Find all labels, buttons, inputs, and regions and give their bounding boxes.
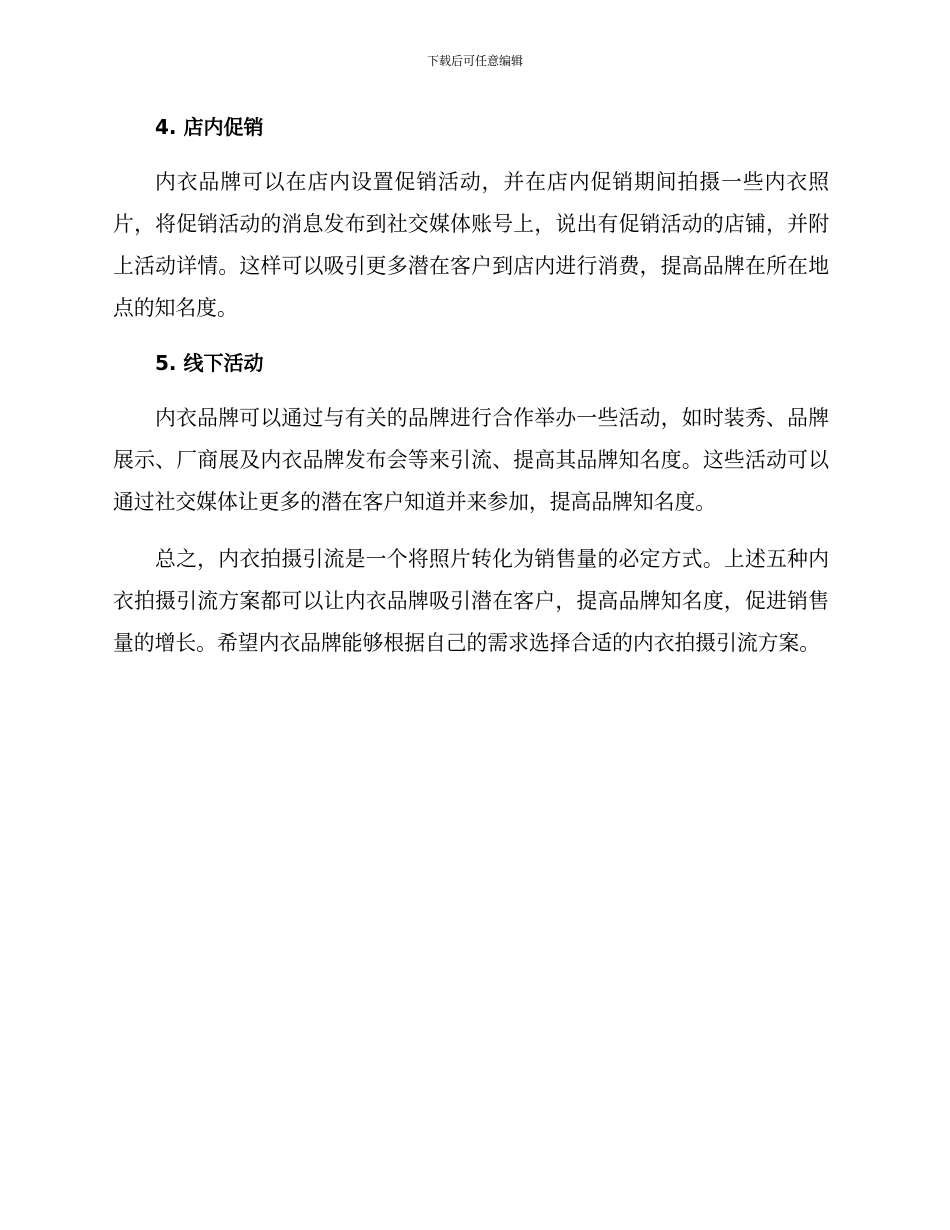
conclusion-paragraph: 总之，内衣拍摄引流是一个将照片转化为销售量的必定方式。上述五种内衣拍摄引流方案都可以让内衣品牌吸引潜在客户，提高品牌知名度，促进销售量的增长。希望内衣品牌能够根据自己的需求选择合适的内衣拍摄引流方案。 bbox=[113, 547, 829, 655]
page-header: 下载后可任意编辑 bbox=[426, 54, 523, 68]
section-paragraph-offline-events: 内衣品牌可以通过与有关的品牌进行合作举办一些活动，如时装秀、品牌展示、厂商展及内衣品牌发布会等来引流、提高其品牌知名度。这些活动可以通过社交媒体让更多的潜在客户知道并来参加，提高品牌知名度。 bbox=[113, 406, 829, 514]
section-heading-promotion: 4. 店内促销 bbox=[155, 115, 264, 139]
section-paragraph-promotion: 内衣品牌可以在店内设置促销活动，并在店内促销期间拍摄一些内衣照片，将促销活动的消息发布到社交媒体账号上，说出有促销活动的店铺，并附上活动详情。这样可以吸引更多潜在客户到店内进行消费，提高品牌在所在地点的知名度。 bbox=[113, 170, 829, 320]
section-heading-offline-events: 5. 线下活动 bbox=[155, 351, 264, 375]
